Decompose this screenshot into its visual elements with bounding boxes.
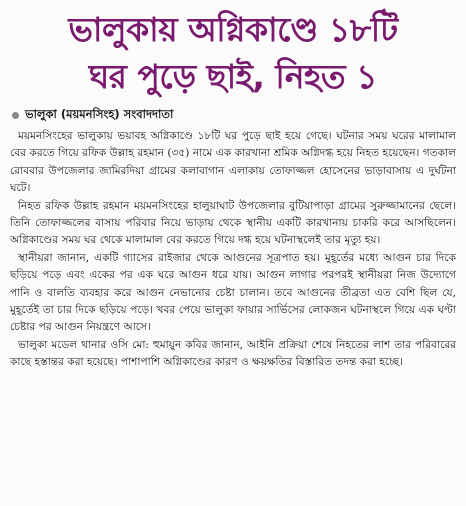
paragraph-3: স্থানীয়রা জানান, একটি গ্যাসের রাইজার থেকে আগুনের সূত্রপাত হয়। মুহূর্তের মধ্যে আগুন চার দিকে ছড়িয়ে পড়ে এবং একের পর এক ঘরে আগুন ধরে যায়। আগুন লাগার পরপরই স্থানীয়রা নিজ উদ্যোগে পানি ও বালতি ব্যবহার করে আগুন নেভানোর চেষ্টা চালান। তবে আগুনের তীব্রতা এত বেশি ছিল যে, মুহূর্তেই তা চার দিকে ছড়িয়ে পড়ে। খবর পেয়ে ভালুকা ফায়ার সার্ভিসের লোকজন ঘটনাস্থলে গিয়ে এক ঘণ্টা চেষ্টার পর আগুন নিয়ন্ত্রণে আসে। — [10, 251, 456, 334]
article-body — [10, 128, 456, 372]
paragraph-4: ভালুকা মডেল থানার ওসি মো: হুমায়ুন কবির জানান, আইনি প্রক্রিয়া শেষে নিহতের লাশ তার পরিবারের কাছে হস্তান্তর করা হয়েছে। পাশাপাশি অগ্নিকাণ্ডের কারণ ও ক্ষয়ক্ষতির বিস্তারিত তদন্ত করা হচ্ছে। — [10, 338, 456, 369]
byline — [10, 106, 456, 124]
headline-line-2: ঘর পুড়ে ছাই, নিহত ১ — [88, 57, 378, 96]
paragraph-2: নিহত রফিক উল্লাহ রহমান ময়মনসিংহের হালুয়াঘাট উপজেলার বুটিয়াপাড়া গ্রামের সুরুজ্জামানের ছেলে। তিনি তোফাজ্জলের বাসায় পরিবার নিয়ে ভাড়ায় থেকে স্থানীয় একটি কারখানায় চাকরি করে আসছিলেন। অগ্নিকাণ্ডের সময় ঘর থেকে মালামাল বের করতে গিয়ে দগ্ধ হয়ে ঘটনাস্থলেই তার মৃত্যু হয়। — [10, 199, 456, 247]
byline-text: ভালুকা (ময়মনসিংহ) সংবাদদাতা — [25, 106, 174, 121]
bullet-icon — [12, 112, 19, 119]
paragraph-1: ময়মনসিংহের ভালুকায় ভয়াবহ অগ্নিকাণ্ডে ১৮টি ঘর পুড়ে ছাই হয়ে গেছে। ঘটনার সময় ঘরের মালামাল বের করতে গিয়ে রফিক উল্লাহ রহমান (৩৫) নামে এক কারখানা শ্রমিক অগ্নিদগ্ধ হয়ে নিহত হয়েছেন। গতকাল রোববার উপজেলার জামিরদিয়া গ্রামের কলাবাগান এলাকায় তোফাজ্জল হোসেনের ভাড়াবাসায় এ দুর্ঘটনা ঘটে। — [10, 130, 456, 195]
headline-line-1: ভালুকায় অগ্নিকাণ্ডে ১৮টি — [68, 10, 398, 49]
headline — [10, 6, 456, 100]
